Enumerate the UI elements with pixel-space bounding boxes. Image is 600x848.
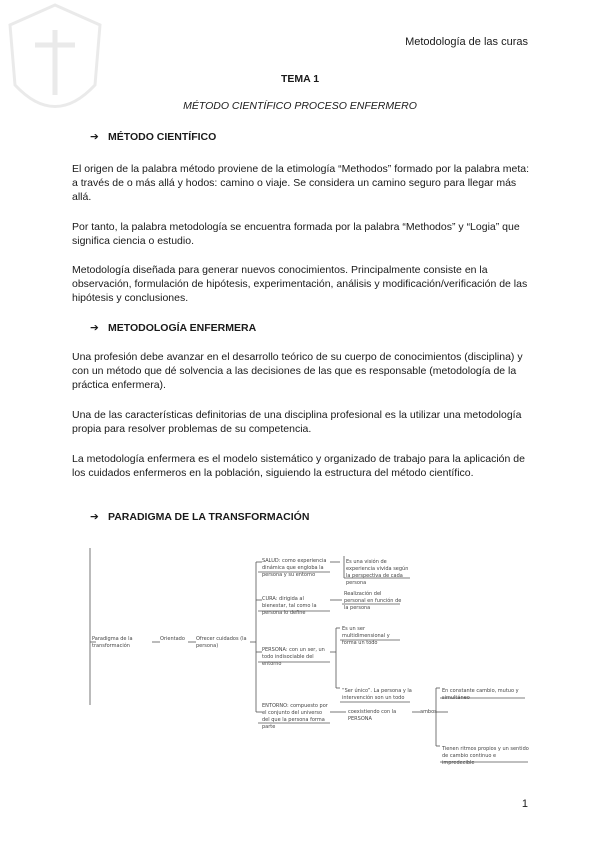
arrow-icon: ➔: [90, 322, 99, 334]
section-heading-metodologia-enfermera: [90, 322, 256, 334]
diagram-node-entorno-link: coexistiendo con la PERSONA: [348, 709, 397, 722]
paragraph: Una de las características definitorias de una disciplina profesional es la utilizar una metodología propia para resolver problemas de su competencia.: [72, 409, 522, 435]
arrow-icon: ➔: [90, 511, 99, 523]
diagram-node-orientado: Orientado: [160, 636, 185, 642]
diagram-node-salud-detail: Es una visión de experiencia vivida según la perspectiva de cada persona: [346, 559, 409, 586]
page-number: 1: [521, 798, 528, 810]
page-title: TEMA 1: [280, 73, 320, 85]
diagram-node-persona-b: “Ser único”. La persona y la intervención son un todo: [342, 688, 412, 701]
paragraph: La metodología enfermera es el modelo sistemático y organizado de trabajo para la aplicación de los cuidados enfermeros en la población, siguiendo la estructura del método científico.: [72, 453, 525, 479]
diagram-node-persona: PERSONA: con un ser, un todo indisociable del entorno: [262, 647, 325, 667]
paragraph: Una profesión debe avanzar en el desarrollo teórico de su cuerpo de conocimientos (disciplina) y con un método que dé solvencia a las decisiones de las que es responsable (metodología de la práctica enfermera).: [72, 351, 523, 391]
diagram-node-cura: CURA: dirigida al bienestar, tal como la persona lo define: [262, 596, 317, 616]
paragraph: El origen de la palabra método proviene de la etimología “Methodos” formado por la palabra meta: a través de o más allá y hodos: camino o viaje. Se considera un camino seguro para llegar más allá.: [72, 163, 530, 203]
arrow-icon: ➔: [90, 131, 99, 143]
section-heading-metodo-cientifico: [90, 131, 216, 143]
diagram-node-cura-detail: Realización del personal en función de la persona: [344, 591, 402, 611]
section-heading-text: MÉTODO CIENTÍFICO: [108, 131, 217, 143]
running-header: Metodología de las curas: [405, 36, 528, 48]
paragraph: Metodología diseñada para generar nuevos conocimientos. Principalmente consiste en la observación, formulación de hipótesis, experimentación, análisis y modificación/verificación de las hipótesis y conclusiones.: [72, 264, 528, 304]
diagram-node-ofrecer-cuidados: Ofrecer cuidados (la persona): [196, 636, 247, 649]
diagram-node-salud: SALUD: como experiencia dinámica que engloba la persona y su entorno: [262, 558, 327, 578]
section-heading-text: METODOLOGÍA ENFERMERA: [108, 322, 257, 334]
diagram-node-root: Paradigma de la transformación: [92, 636, 133, 649]
section-heading-paradigma: [90, 511, 309, 523]
diagram-node-entorno: ENTORNO: compuesto por el conjunto del universo del que la persona forma parte: [262, 703, 328, 730]
diagram-node-entorno-b: Tienen ritmos propios y un sentido de cambio continuo e impredecible: [442, 746, 529, 766]
section-heading-text: PARADIGMA DE LA TRANSFORMACIÓN: [108, 511, 310, 523]
diagram-node-persona-a: Es un ser multidimensional y forma un todo: [342, 626, 390, 646]
page-subtitle: MÉTODO CIENTÍFICO PROCESO ENFERMERO: [183, 100, 417, 112]
diagram-node-entorno-ambos: ambos: [420, 709, 437, 715]
paragraph: Por tanto, la palabra metodología se encuentra formada por la palabra “Methodos” y “Logia” que significa ciencia o estudio.: [72, 221, 520, 247]
diagram-node-entorno-a: En constante cambio, mutuo y simultáneo: [442, 688, 519, 701]
